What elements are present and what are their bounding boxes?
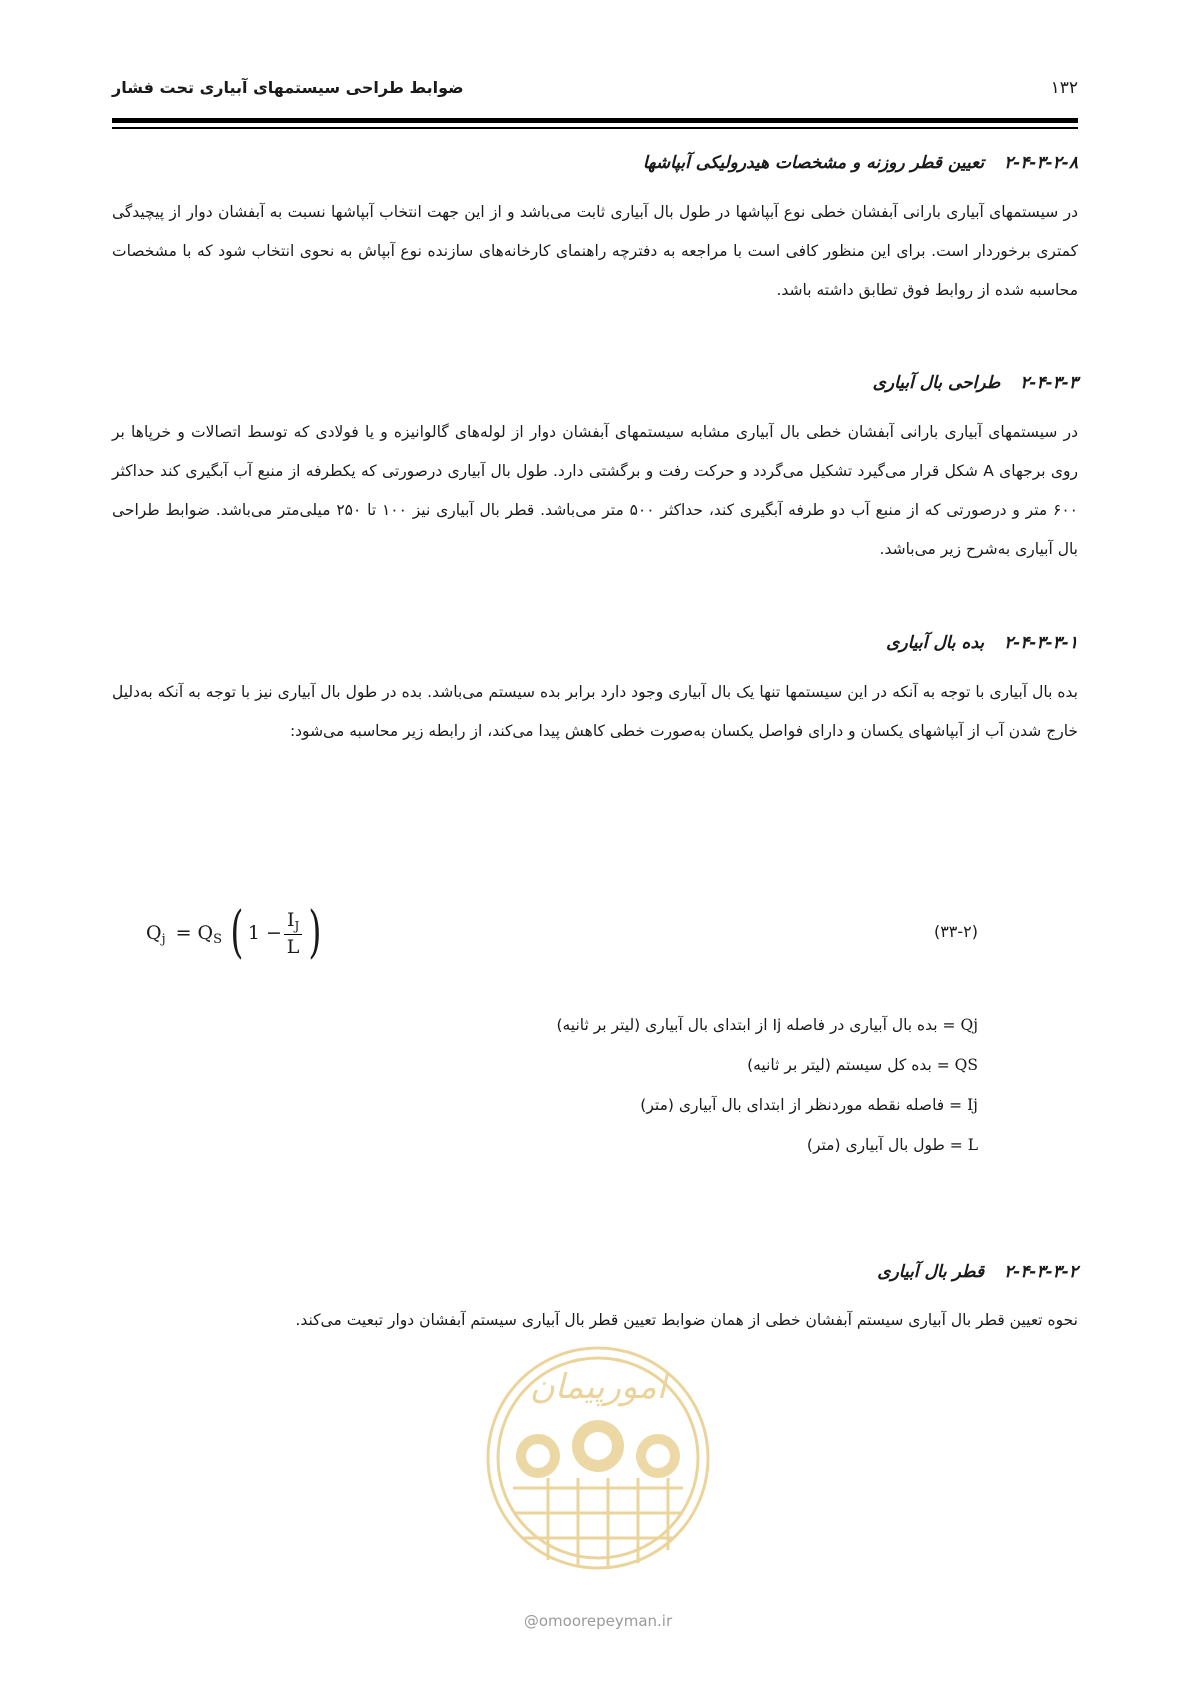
eq-lhs: Q: [146, 922, 162, 944]
eq-numerator: [284, 908, 302, 935]
equation-number: (۳۳-۲): [933, 922, 978, 941]
eq-lhs-sub: j: [161, 931, 166, 947]
def-symbol: Ij: [967, 1096, 978, 1114]
definition-item: [556, 1005, 978, 1045]
def-text: = طول بال آبیاری (متر): [806, 1136, 963, 1154]
section-heading: [873, 373, 1078, 393]
eq-denominator: L: [286, 935, 300, 958]
watermark-logo-text: امورپیمان: [529, 1367, 667, 1407]
running-title: ضوابط طراحی سیستمهای آبیاری تحت فشار: [112, 78, 464, 97]
definition-item: [556, 1085, 978, 1125]
section-number: ۲-۴-۳-۳-۲: [1004, 1262, 1078, 1282]
def-text: = بده بال آبیاری در فاصله Ij از ابتدای بال آبیاری (لیتر بر ثانیه): [556, 1016, 956, 1034]
definition-item: [556, 1125, 978, 1165]
section-number: ۲-۴-۳-۳-۱: [1004, 633, 1078, 653]
section-title: بده بال آبیاری: [886, 633, 985, 653]
section-title: قطر بال آبیاری: [877, 1262, 985, 1282]
def-text: = فاصله نقطه موردنظر از ابتدای بال آبیاری (متر): [640, 1096, 963, 1114]
section-heading: [877, 1262, 1078, 1282]
section-paragraph: در سیستمهای آبیاری بارانی آبفشان خطی بال آبیاری مشابه سیستمهای آبفشان دوار از لوله‌های گالوانیزه و یا فولادی که توسط اتصالات و خرپاها بر روی برجهای A شکل قرار می‌گیرد تشکیل می‌گردد و حرکت رفت و برگشتی دارد. طول بال آبیاری درصورتی که یکطرفه از منبع آب آبگیری کند حداکثر ۶۰۰ متر و درصورتی که از منبع آب دو طرفه آبگیری کند، حداکثر ۵۰۰ متر می‌باشد. قطر بال آبیاری نیز ۱۰۰ تا ۲۵۰ میلی‌متر می‌باشد. ضوابط طراحی بال آبیاری به‌شرح زیر می‌باشد.: [112, 423, 1079, 558]
eq-q-sub: S: [213, 931, 223, 947]
watermark-site: @omoorepeyman.ir: [523, 1612, 673, 1630]
def-symbol: QS: [954, 1056, 978, 1074]
watermark-logo: [478, 1338, 718, 1578]
section-paragraph: بده بال آبیاری با توجه به آنکه در این سیستمها تنها یک بال آبیاری وجود دارد برابر بده سیستم می‌باشد. بده در طول بال آبیاری نیز با توجه به آنکه به‌دلیل خارج شدن آب از آبپاشهای یکسان و دارای فواصل یکسان به‌صورت خطی کاهش پیدا می‌کند، از رابطه زیر محاسبه می‌شود:: [112, 683, 1078, 740]
eq-one-minus: 1 −: [247, 922, 282, 944]
equation: [146, 900, 326, 965]
section-number: ۲-۴-۳-۲-۸: [1004, 153, 1078, 173]
def-text: = بده کل سیستم (لیتر بر ثانیه): [747, 1056, 950, 1074]
eq-left-paren: (: [230, 900, 244, 965]
watermark-site-text: omoorepeyman.ir: [538, 1612, 673, 1630]
eq-right-paren: ): [308, 900, 322, 965]
section-heading: [643, 153, 1078, 173]
eq-num-symbol: I: [286, 908, 295, 931]
page-number: ۱۳۲: [1050, 78, 1078, 98]
section-heading: [886, 633, 1078, 653]
eq-num-sub: J: [294, 918, 300, 933]
section-paragraph: نحوه تعیین قطر بال آبیاری سیستم آبفشان خطی از همان ضوابط تعیین قطر بال آبیاری سیستم آبفشان دوار تبعیت می‌کند.: [295, 1311, 1078, 1329]
eq-fraction: [284, 908, 302, 959]
eq-q: Q: [197, 922, 214, 944]
section-number: ۲-۴-۳-۳: [1020, 373, 1078, 393]
definition-item: [556, 1045, 978, 1085]
section-title: تعیین قطر روزنه و مشخصات هیدرولیکی آبپاشها: [642, 153, 985, 173]
def-symbol: L: [967, 1136, 978, 1154]
variable-definitions: [556, 1005, 978, 1165]
eq-equals: =: [175, 922, 192, 944]
section-title: طراحی بال آبیاری: [872, 373, 1001, 393]
def-symbol: Qj: [960, 1016, 978, 1034]
section-paragraph: در سیستمهای آبیاری بارانی آبفشان خطی نوع آبپاشها در طول بال آبیاری ثابت می‌باشد و از این جهت انتخاب آبپاشها نسبت به آبفشان دوار از پیچیدگی کمتری برخوردار است. برای این منظور کافی است با مراجعه به دفترچه راهنمای کارخانه‌های سازنده نوع آبپاش به نحوی انتخاب شود که با مشخصات محاسبه شده از روابط فوق تطابق داشته باشد.: [112, 203, 1078, 299]
